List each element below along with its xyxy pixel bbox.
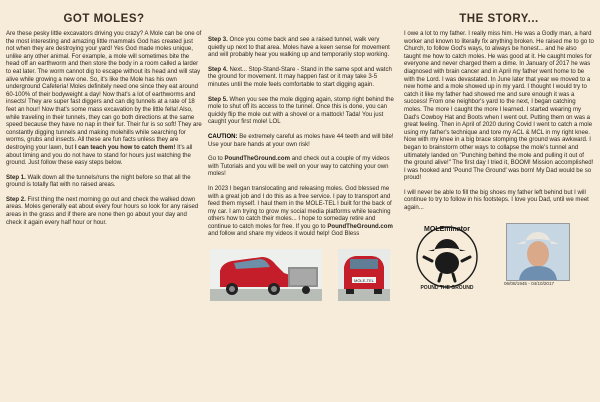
step-3-text: Once you come back and see a raised tunnel, walk very quietly up next to that area. Moles have a keen sense for movement and will probably hear you walking up and temporarily stop working. xyxy=(208,37,390,59)
story-paragraph-2: I will never be able to fill the big shoes my father left behind but I will continue to try to follow in his footsteps. I love you Dad, until we meet again... xyxy=(404,189,589,212)
father-portrait-photo xyxy=(506,223,570,281)
mole-tel-plate: MOLE-TEL xyxy=(353,278,375,284)
portrait-dates: 06/08/1945 - 04/10/2017 xyxy=(504,280,555,286)
step-3-label: Step 3. xyxy=(208,37,228,43)
website-link[interactable]: PoundTheGround.com xyxy=(224,156,290,163)
step-5 xyxy=(208,97,398,127)
step-4-label: Step 4. xyxy=(208,66,228,73)
red-car-rear-photo xyxy=(338,249,390,301)
step-3 xyxy=(208,37,398,60)
intro-text-a: Are these pesky little excavators driving you crazy? A Mole can be one of the most interesting and amazing little mammals God has created just not when they are destroying your yard! Yes God made moles unique, unlike any other animal. For example, a mole will sometimes bite the head off an earthworm and then store the body in a room called a larder to eat later. The worm cannot dig to escape without its head and will stay alive while growing a new one. So, it's like the Mole has his own underground Cafeteria! Moles definitely need one since they eat around 60-100% of their bodyweight a day! Now that's a lot of earthworms and insects! They are super fast diggers and can dig tunnels at a rate of 18 feet an hour! Now that's some mass excavation by the little fella! Also, while traveling in their tunnels, they can go both directions at the same speed because they have no nap in their fur. Their fur is so soft! They are constantly digging tunnels and making molehills while searching for worms, grubs and insects. All these are fun facts unless they are destroying your lawn, but xyxy=(6,31,202,151)
step-5-text: When you see the mole digging again, stomp right behind the mole to shut off its access to the tunnel. Once this is done, you can quickly flip the mole out with a shovel or a mattock! Tada! You just caught your first mole! LOL xyxy=(208,96,394,126)
logo-top-text: MOLEminator xyxy=(424,225,470,233)
step-2-label: Step 2. xyxy=(6,196,26,203)
step-1 xyxy=(6,175,202,190)
translocating-paragraph xyxy=(208,186,398,239)
intro-paragraph xyxy=(6,31,202,168)
step-4 xyxy=(208,67,398,90)
translocating-link[interactable]: PoundTheGround.com xyxy=(327,223,393,230)
caution-text: Be extremely careful as moles have 44 teeth and will bite! Use your bare hands at your own risk! xyxy=(208,133,394,148)
step-1-label: Step 1. xyxy=(6,174,26,181)
website-paragraph xyxy=(208,156,398,179)
step-5-label: Step 5. xyxy=(208,96,228,103)
translocating-text-b: and follow and share my videos it would help! God Bless xyxy=(208,231,360,238)
step-2-text: First thing the next morning go out and check the walked down areas. Moles generally eat about every four hours so look for any raised areas in the grass and if there are none then go about your day and check it again every half hour or hour. xyxy=(6,196,199,226)
step-4-text: Next... Stop-Stand-Stare - Stand in the same spot and watch the ground for movement. It may happen fast or it may take 3-5 minutes until the mole feels comfortable to start digging again. xyxy=(208,66,392,88)
story-paragraph-1: I owe a lot to my father. I really miss him. He was a Godly man, a hard worker and known to literally fix anything broken. He raised me to go to Church, to follow God's ways, to always be honest... and he also taught me how to catch moles. He was good at it. He caught moles for everyone and never charged them a dime. In January of 2017 he was diagnosed with brain cancer and in April my father went home to be with the Lord. I was devastated. In June later that year we moved to a new home and a mole showed up in my yard. I thought I would try to catch it like my father had showed me and sure enough it was a success! From one neighbor's yard to the next, I began catching moles. The more I caught the more I learned. I started wearing my Dad's Cowboy Hat and Boots when I went out. Putting them on was a great feeling. Then in April of 2020 during Covid I went to catch a mole using my father's technique and tore my ACL & MCL in my right knee. Now with my knee in a big brace stomping the ground was awkward. I began to brainstorm other ways to collapse the mole's tunnel and ultimately landed on "Punching behind the mole and pulling it out of the ground alive!" The first day I tried it, BOOM! Mission accomplished! I was hooked and 'Pound The Ground' was born! My Dad would be so proud! xyxy=(404,31,594,182)
caution-note xyxy=(208,134,398,149)
intro-bold-text: I can teach you how to catch them! xyxy=(74,144,176,151)
car-photos xyxy=(208,245,398,305)
moleminator-logo-icon xyxy=(410,221,484,291)
step-1-text: Walk down all the tunnels/runs the night before so that all the ground is totally flat with no raised areas. xyxy=(6,174,191,189)
red-car-side-photo xyxy=(210,249,322,301)
logo-bottom-text: POUND THE GROUND xyxy=(420,284,474,291)
intro-text-b: It's all about timing and you do not have to stand for hours just watching the ground. Just follow these easy steps below. xyxy=(6,144,193,167)
website-text-a: Go to xyxy=(208,156,223,163)
left-column xyxy=(6,0,202,227)
right-column xyxy=(404,0,594,291)
translocating-text-a: In 2023 I began translocating and releasing moles. God blessed me with a great job and I do this as a free service. I pay to transport and feed them myself. I haul them in the MOLE-TEL I built for the back of my car. I am trying to grow my social media platforms while teaching others how to catch their moles... I hope to someday retire and continue to catch moles for free. If you go to xyxy=(208,185,392,230)
step-2 xyxy=(6,197,202,227)
middle-column xyxy=(208,37,398,305)
story-images xyxy=(404,219,594,291)
caution-label: CAUTION: xyxy=(208,133,238,140)
got-moles-heading: GOT MOLES? xyxy=(63,13,145,25)
the-story-heading: THE STORY... xyxy=(459,13,539,25)
website-text-b: and check out a couple of my videos with Tutorials and you will be well on your way to catching your own moles! xyxy=(208,156,390,178)
